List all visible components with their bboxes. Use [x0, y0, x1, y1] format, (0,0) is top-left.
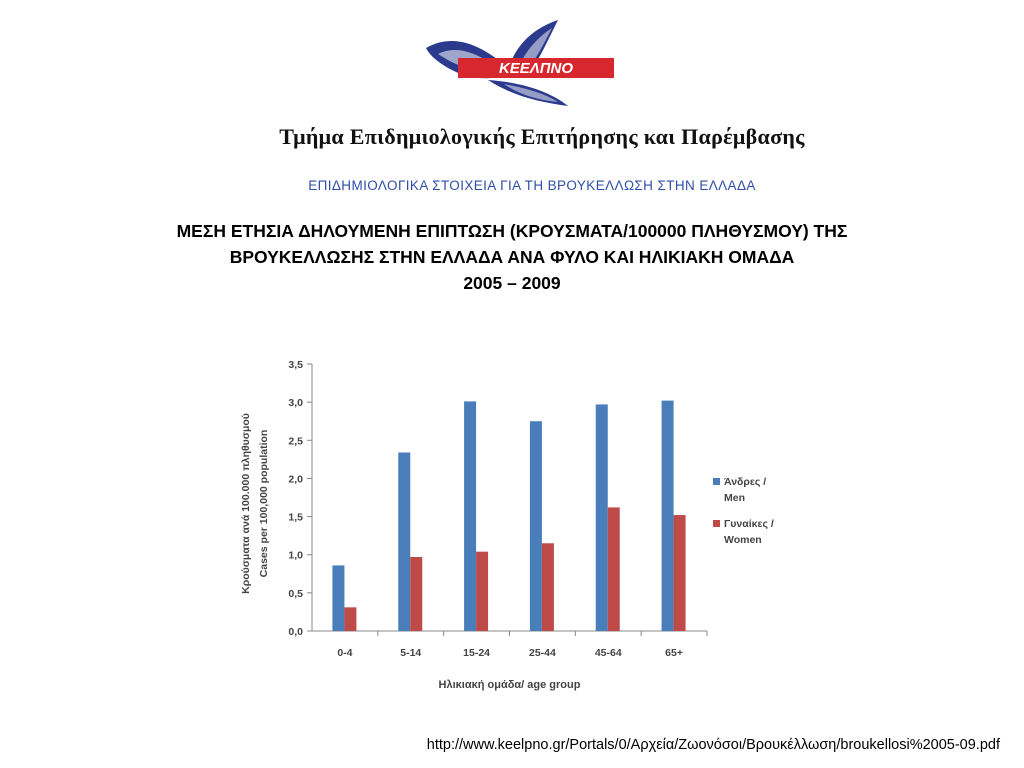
y-axis-label-greek: Κρούσματα ανά 100.000 πληθυσμού [240, 413, 252, 594]
title-line-2: ΒΡΟΥΚΕΛΛΩΣΗΣ ΣΤΗΝ ΕΛΛΑΔΑ ΑΝΑ ΦΥΛΟ ΚΑΙ ΗΛΙΚΙΑΚΗ ΟΜΑΔΑ [229, 247, 795, 267]
y-tick-label: 0,0 [288, 626, 303, 638]
x-tick-label: 65+ [665, 647, 683, 659]
bar-men [662, 401, 674, 631]
bar-men [596, 404, 608, 631]
x-tick-label: 0-4 [337, 647, 353, 659]
bar-women [608, 507, 620, 631]
bar-men [332, 565, 344, 631]
title-line-1: ΜΕΣΗ ΕΤΗΣΙΑ ΔΗΛΟΥΜΕΝΗ ΕΠΙΠΤΩΣΗ (ΚΡΟΥΣΜΑΤΑ/100000 ΠΛΗΘΥΣΜΟΥ) ΤΗΣ [176, 221, 848, 241]
y-tick-label: 1,0 [288, 549, 303, 562]
legend-swatch-men [713, 478, 720, 485]
x-tick-label: 15-24 [463, 647, 491, 659]
y-axis-label-english: Cases per 100,000 population [258, 429, 270, 578]
y-tick-label: 3,0 [288, 397, 303, 410]
bar-women [410, 557, 422, 631]
x-axis-label: Ηλικιακή ομάδα/ age group [438, 679, 581, 691]
legend-label-men: Men [724, 492, 745, 504]
x-tick-label: 5-14 [400, 647, 422, 659]
dove-logo-icon [418, 10, 632, 118]
legend-swatch-women [713, 520, 720, 527]
section-subtitle: ΕΠΙΔΗΜΙΟΛΟΓΙΚΑ ΣΤΟΙΧΕΙΑ ΓΙΑ ΤΗ ΒΡΟΥΚΕΛΛΩΣΗ ΣΤΗΝ ΕΛΛΑΔΑ [308, 178, 756, 193]
title-line-3: 2005 – 2009 [463, 273, 561, 293]
bar-men [530, 421, 542, 631]
bar-men [464, 401, 476, 631]
y-tick-label: 3,5 [288, 359, 303, 371]
chart-page-title [40, 218, 984, 296]
bar-women [542, 543, 554, 631]
incidence-bar-chart [220, 350, 800, 700]
y-tick-label: 1,5 [288, 511, 303, 524]
bar-men [398, 452, 410, 631]
y-tick-label: 0,5 [288, 587, 303, 600]
x-tick-label: 25-44 [528, 647, 556, 659]
x-tick-label: 45-64 [594, 647, 622, 659]
legend-label-men: Άνδρες / [724, 476, 767, 488]
source-link[interactable]: http://www.keelpno.gr/Portals/0/Αρχεία/Ζωονόσοι/Βρουκέλλωση/broukellosi%2005-09.pdf [426, 737, 1000, 753]
bar-women [476, 552, 488, 631]
bar-women [674, 515, 686, 631]
legend-label-women: Γυναίκες / [724, 518, 774, 530]
bar-women [344, 607, 356, 631]
chart-svg [220, 350, 800, 700]
y-tick-label: 2,0 [288, 473, 303, 486]
keelpno-logo [418, 10, 632, 118]
logo-text: ΚΕΕΛΠΝΟ [498, 60, 574, 77]
y-tick-label: 2,5 [288, 435, 303, 448]
legend-label-women: Women [724, 534, 762, 546]
department-name: Τμήμα Επιδημιολογικής Επιτήρησης και Παρέμβασης [279, 124, 805, 149]
